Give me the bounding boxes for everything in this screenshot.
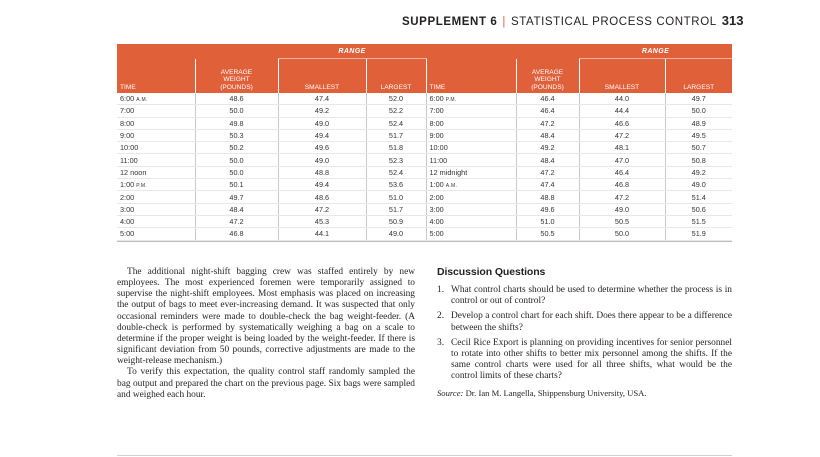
case-text (117, 267, 415, 401)
avg-weight-line: WEIGHT (223, 76, 250, 84)
range-header-night: RANGE (579, 44, 732, 59)
smallest-cell-day: 48.6 (278, 191, 366, 203)
time-value: 2:00 (120, 192, 135, 202)
table-row (117, 179, 732, 191)
largest-cell-day: 52.2 (366, 105, 426, 117)
avg-weight-cell-night: 49.2 (516, 142, 579, 154)
time-value: 8:00 (120, 118, 135, 128)
avg-weight-line: AVERAGE (220, 68, 253, 76)
time-value: 5:00 (429, 229, 444, 239)
time-cell-day (117, 191, 195, 203)
smallest-cell-night: 47.2 (579, 129, 665, 141)
table-row (117, 93, 732, 105)
time-cell-day (117, 179, 195, 191)
bag-weight-table (117, 44, 732, 241)
time-cell-night (426, 154, 516, 166)
avg-weight-cell-day: 49.8 (195, 117, 278, 129)
largest-cell-day: 53.6 (366, 179, 426, 191)
source-text: Dr. Ian M. Langella, Shippensburg University, USA. (465, 388, 647, 399)
time-value: 3:00 (429, 204, 444, 214)
avg-weight-cell-day: 50.0 (195, 154, 278, 166)
avg-weight-cell-night: 47.2 (516, 166, 579, 178)
largest-cell-night: 51.5 (665, 215, 732, 227)
time-value: 10:00 (429, 143, 448, 153)
time-cell-night (426, 105, 516, 117)
time-cell-night (426, 142, 516, 154)
avg-weight-cell-day: 50.0 (195, 166, 278, 178)
avg-weight-cell-day: 50.1 (195, 179, 278, 191)
range-header-day: RANGE (278, 44, 426, 59)
col-avg-weight-day (195, 59, 278, 94)
source-label: Source: (437, 388, 464, 399)
time-value: 6:00 (120, 94, 135, 104)
bottom-rule (117, 455, 732, 456)
smallest-cell-night: 44.0 (579, 93, 665, 105)
largest-cell-night: 50.0 (665, 105, 732, 117)
source-line (437, 388, 732, 399)
col-largest-day: LARGEST (366, 59, 426, 94)
largest-cell-day: 51.8 (366, 142, 426, 154)
time-cell-night (426, 228, 516, 240)
running-head (402, 13, 744, 28)
largest-cell-day: 52.4 (366, 166, 426, 178)
largest-cell-night: 49.5 (665, 129, 732, 141)
time-value: 1:00 (429, 180, 444, 190)
smallest-cell-day: 48.8 (278, 166, 366, 178)
table-row (117, 228, 732, 240)
time-cell-day (117, 129, 195, 141)
time-value: 1:00 (120, 180, 135, 190)
time-value: 6:00 (429, 94, 444, 104)
table-header-row-1 (117, 44, 732, 59)
table-row (117, 215, 732, 227)
case-paragraph-1: The additional night-shift bagging crew was staffed entirely by new employees. The most experienced foremen were temporarily assigned to supervise the night-shift employees. Most emphasis was placed on increasing the output of bags to meet ever-increasing demand. It was suspected that only occasional reminders were made to double-check the bag weight-feeder. (A double-check is performed by systematically weighing a bag on a scale to determine if the proper weight is being loaded by the weight-feeder. If there is significant deviation from 50 pounds, corrective adjustments are made to the weight-release mechanism.) (117, 267, 415, 367)
question-text: What control charts should be used to determine whether the process is in control or out of control? (451, 285, 732, 307)
table-row (117, 105, 732, 117)
time-cell-night (426, 203, 516, 215)
smallest-cell-night: 50.5 (579, 215, 665, 227)
case-paragraph-2: To verify this expectation, the quality control staff randomly sampled the bag output and prepared the chart on the previous page. Six bags were sampled and weighed each hour. (117, 367, 415, 400)
smallest-cell-day: 47.4 (278, 93, 366, 105)
time-cell-day (117, 215, 195, 227)
avg-weight-cell-day: 50.0 (195, 105, 278, 117)
avg-weight-cell-day: 46.8 (195, 228, 278, 240)
table-header-row-2 (117, 59, 732, 94)
time-cell-day (117, 228, 195, 240)
avg-weight-cell-night: 48.4 (516, 154, 579, 166)
col-smallest-night: SMALLEST (579, 59, 665, 94)
header-blank (516, 44, 579, 59)
largest-cell-day: 52.0 (366, 93, 426, 105)
col-avg-weight-night (516, 59, 579, 94)
avg-weight-line: (POUNDS) (220, 83, 253, 91)
discussion-section (437, 267, 732, 400)
avg-weight-line: WEIGHT (534, 76, 561, 84)
table-body (117, 93, 732, 240)
time-cell-night (426, 191, 516, 203)
am-pm-label: A.M. (445, 183, 458, 190)
discussion-question (437, 311, 732, 333)
time-value: 12 midnight (429, 167, 468, 177)
am-pm-label: A.M. (136, 97, 148, 104)
time-cell-day (117, 142, 195, 154)
avg-weight-cell-night: 46.4 (516, 93, 579, 105)
smallest-cell-night: 46.8 (579, 179, 665, 191)
time-value: 4:00 (120, 217, 135, 227)
col-largest-night: LARGEST (665, 59, 732, 94)
avg-weight-line: (POUNDS) (531, 83, 564, 91)
smallest-cell-day: 49.6 (278, 142, 366, 154)
col-time-day: TIME (117, 59, 195, 94)
avg-weight-cell-night: 51.0 (516, 215, 579, 227)
smallest-cell-day: 49.4 (278, 179, 366, 191)
time-value: 4:00 (429, 217, 444, 227)
running-head-title: STATISTICAL PROCESS CONTROL (510, 16, 717, 28)
table-row (117, 191, 732, 203)
time-cell-night (426, 179, 516, 191)
smallest-cell-day: 44.1 (278, 228, 366, 240)
question-number: 3. (437, 337, 445, 348)
smallest-cell-night: 47.0 (579, 154, 665, 166)
discussion-title: Discussion Questions (437, 266, 546, 278)
time-value: 11:00 (429, 155, 448, 165)
largest-cell-night: 51.9 (665, 228, 732, 240)
smallest-cell-day: 47.2 (278, 203, 366, 215)
avg-weight-cell-day: 47.2 (195, 215, 278, 227)
smallest-cell-day: 49.0 (278, 117, 366, 129)
time-cell-day (117, 203, 195, 215)
largest-cell-day: 51.0 (366, 191, 426, 203)
running-head-separator: | (502, 16, 506, 28)
smallest-cell-night: 46.6 (579, 117, 665, 129)
largest-cell-day: 52.3 (366, 154, 426, 166)
time-value: 8:00 (429, 118, 444, 128)
time-value: 10:00 (120, 143, 139, 153)
largest-cell-day: 50.9 (366, 215, 426, 227)
header-blank (195, 44, 278, 59)
time-cell-night (426, 117, 516, 129)
page-number: 313 (721, 13, 744, 28)
question-text: Develop a control chart for each shift. Does there appear to be a difference between the shifts? (451, 311, 732, 333)
time-cell-day (117, 105, 195, 117)
avg-weight-cell-day: 50.3 (195, 129, 278, 141)
question-number: 1. (437, 285, 445, 296)
largest-cell-night: 49.7 (665, 93, 732, 105)
largest-cell-night: 49.0 (665, 179, 732, 191)
am-pm-label: P.M. (445, 97, 457, 104)
table-row (117, 129, 732, 141)
largest-cell-day: 49.0 (366, 228, 426, 240)
avg-weight-cell-day: 48.4 (195, 203, 278, 215)
table-row (117, 203, 732, 215)
supplement-label: SUPPLEMENT 6 (402, 16, 498, 28)
col-smallest-day: SMALLEST (278, 59, 366, 94)
avg-weight-cell-night: 48.8 (516, 191, 579, 203)
smallest-cell-night: 49.0 (579, 203, 665, 215)
time-value: 12 noon (120, 167, 147, 177)
time-value: 5:00 (120, 229, 135, 239)
avg-weight-cell-night: 50.5 (516, 228, 579, 240)
table-row (117, 154, 732, 166)
smallest-cell-night: 47.2 (579, 191, 665, 203)
table-row (117, 166, 732, 178)
time-cell-day (117, 166, 195, 178)
header-blank (426, 44, 516, 59)
table-row (117, 117, 732, 129)
avg-weight-cell-night: 47.4 (516, 179, 579, 191)
discussion-question (437, 285, 732, 307)
avg-weight-cell-day: 49.7 (195, 191, 278, 203)
time-value: 3:00 (120, 204, 135, 214)
avg-weight-cell-night: 47.2 (516, 117, 579, 129)
largest-cell-day: 52.4 (366, 117, 426, 129)
time-value: 7:00 (429, 106, 444, 116)
largest-cell-night: 49.2 (665, 166, 732, 178)
time-cell-day (117, 117, 195, 129)
smallest-cell-night: 50.0 (579, 228, 665, 240)
time-cell-night (426, 166, 516, 178)
avg-weight-cell-day: 50.2 (195, 142, 278, 154)
smallest-cell-day: 49.0 (278, 154, 366, 166)
largest-cell-night: 50.8 (665, 154, 732, 166)
smallest-cell-day: 49.2 (278, 105, 366, 117)
avg-weight-cell-night: 46.4 (516, 105, 579, 117)
avg-weight-cell-night: 49.6 (516, 203, 579, 215)
largest-cell-day: 51.7 (366, 203, 426, 215)
time-value: 2:00 (429, 192, 444, 202)
time-value: 7:00 (120, 106, 135, 116)
col-time-night: TIME (426, 59, 516, 94)
largest-cell-night: 48.9 (665, 117, 732, 129)
time-value: 11:00 (120, 155, 138, 165)
largest-cell-day: 51.7 (366, 129, 426, 141)
avg-weight-cell-night: 48.4 (516, 129, 579, 141)
time-value: 9:00 (429, 131, 444, 141)
time-cell-night (426, 93, 516, 105)
data-table-wrapper (117, 44, 732, 242)
discussion-question (437, 338, 732, 383)
largest-cell-night: 50.6 (665, 203, 732, 215)
time-cell-day (117, 93, 195, 105)
header-blank (117, 44, 195, 59)
question-text: Cecil Rice Export is planning on providing incentives for senior personnel to rotate into other shifts to better mix personnel among the shifts. If the same control charts were used for all three shifts, what would be the control limits of these charts? (451, 337, 732, 382)
largest-cell-night: 50.7 (665, 142, 732, 154)
am-pm-label: P.M. (136, 183, 148, 190)
smallest-cell-night: 44.4 (579, 105, 665, 117)
time-cell-day (117, 154, 195, 166)
discussion-questions (437, 285, 732, 382)
question-number: 2. (437, 311, 445, 322)
smallest-cell-day: 45.3 (278, 215, 366, 227)
avg-weight-cell-day: 48.6 (195, 93, 278, 105)
table-row (117, 142, 732, 154)
time-cell-night (426, 129, 516, 141)
largest-cell-night: 51.4 (665, 191, 732, 203)
time-cell-night (426, 215, 516, 227)
time-value: 9:00 (120, 131, 135, 141)
smallest-cell-day: 49.4 (278, 129, 366, 141)
avg-weight-line: AVERAGE (531, 68, 564, 76)
smallest-cell-night: 46.4 (579, 166, 665, 178)
smallest-cell-night: 48.1 (579, 142, 665, 154)
